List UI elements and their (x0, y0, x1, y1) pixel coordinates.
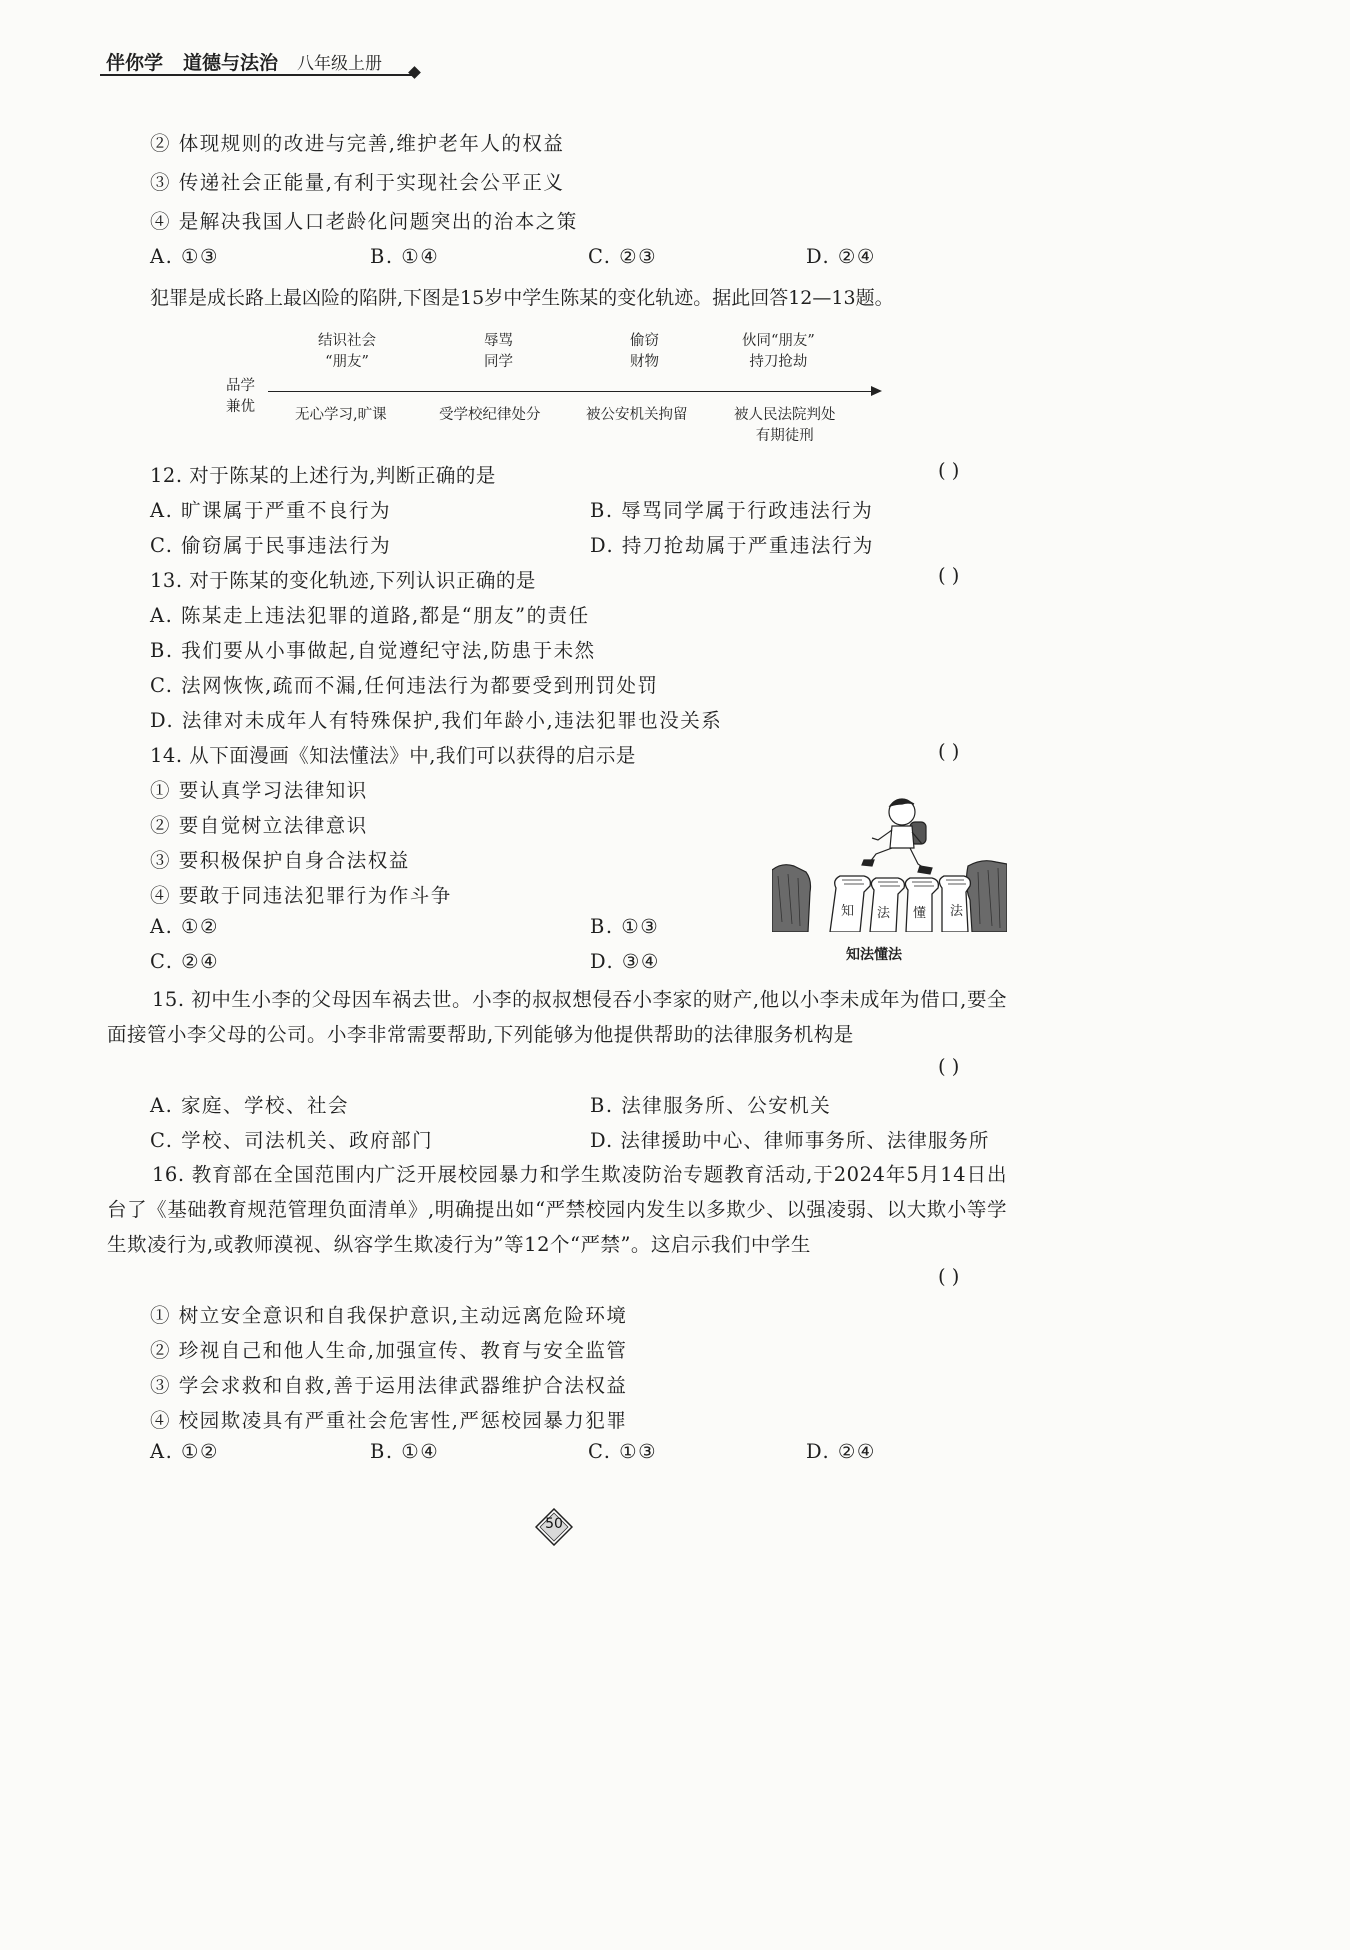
q13-option-b: B. 我们要从小事做起,自觉遵纪守法,防患于未然 (150, 639, 596, 662)
header-rule (100, 74, 412, 76)
q14-item-1: ① 要认真学习法律知识 (150, 779, 368, 802)
cartoon-hand-label-4: 法 (950, 904, 964, 919)
timeline-axis (268, 391, 874, 392)
q13-answer-bracket: ( ) (938, 564, 960, 587)
timeline-event-3: 偷窃 财物 (630, 333, 659, 370)
q12-stem: 12. 对于陈某的上述行为,判断正确的是 (150, 464, 496, 487)
q15-stem: 15. 初中生小李的父母因车祸去世。小李的叔叔想侵吞小李家的财产,他以小李未成年为借口,要全面接管小李父母的公司。小李非常需要帮助,下列能够为他提供帮助的法律服务机构是 (107, 988, 1007, 1046)
prev-option-b: B. ①④ (370, 245, 440, 268)
timeline-consequence-3: 被公安机关拘留 (586, 407, 688, 423)
q13-option-a: A. 陈某走上违法犯罪的道路,都是“朋友”的责任 (150, 604, 590, 627)
diamond-icon (408, 66, 421, 79)
q16-item-2: ② 珍视自己和他人生命,加强宣传、教育与安全监管 (150, 1339, 628, 1362)
prev-option-a: A. ①③ (150, 245, 219, 268)
q15-option-c: C. 学校、司法机关、政府部门 (150, 1129, 434, 1152)
q12-option-b: B. 辱骂同学属于行政违法行为 (590, 499, 874, 522)
q14-option-d: D. ③④ (590, 950, 660, 973)
q14-answer-bracket: ( ) (938, 740, 960, 763)
q13-option-d: D. 法律对未成年人有特殊保护,我们年龄小,违法犯罪也没关系 (150, 709, 723, 732)
q12-option-d: D. 持刀抢劫属于严重违法行为 (590, 534, 874, 557)
timeline-consequence-1: 无心学习,旷课 (295, 407, 387, 423)
q16-item-3: ③ 学会求救和自救,善于运用法律武器维护合法权益 (150, 1374, 628, 1397)
prev-item-2: ② 体现规则的改进与完善,维护老年人的权益 (150, 132, 565, 155)
prev-option-d: D. ②④ (806, 245, 876, 268)
book-title: 伴你学 (106, 52, 164, 74)
grade-label: 八年级上册 (297, 54, 382, 74)
q16-option-b: B. ①④ (370, 1440, 440, 1463)
cartoon-caption: 知法懂法 (846, 947, 902, 963)
q13-stem: 13. 对于陈某的变化轨迹,下列认识正确的是 (150, 569, 536, 592)
q14-item-4: ④ 要敢于同违法犯罪行为作斗争 (150, 884, 452, 907)
prev-option-c: C. ②③ (588, 245, 658, 268)
timeline-consequence-4: 被人民法院判处 有期徒刑 (734, 407, 836, 444)
q15-option-a: A. 家庭、学校、社会 (150, 1094, 349, 1117)
timeline-event-2: 辱骂 同学 (484, 333, 513, 370)
timeline-consequence-2: 受学校纪律处分 (439, 407, 541, 423)
q16-item-4: ④ 校园欺凌具有严重社会危害性,严惩校园暴力犯罪 (150, 1409, 628, 1432)
q16-stem: 16. 教育部在全国范围内广泛开展校园暴力和学生欺凌防治专题教育活动,于2024年5月14日出台了《基础教育规范管理负面清单》,明确提出如“严禁校园内发生以多欺少、以强凌弱、以大欺小等学生欺凌行为,或教师漠视、纵容学生欺凌行为”等12个“严禁”。这启示我们中学生 (107, 1163, 1007, 1256)
page-number: 50 (545, 1516, 563, 1532)
q15-answer-bracket: ( ) (938, 1055, 960, 1078)
q15-option-d: D. 法律援助中心、律师事务所、法律服务所 (590, 1129, 990, 1152)
q12-option-c: C. 偷窃属于民事违法行为 (150, 534, 392, 557)
q16-option-d: D. ②④ (806, 1440, 876, 1463)
prev-item-4: ④ 是解决我国人口老龄化问题突出的治本之策 (150, 210, 578, 233)
q14-item-3: ③ 要积极保护自身合法权益 (150, 849, 410, 872)
q14-stem: 14. 从下面漫画《知法懂法》中,我们可以获得的启示是 (150, 744, 636, 767)
q14-option-b: B. ①③ (590, 915, 660, 938)
q14-option-a: A. ①② (150, 915, 219, 938)
cartoon-hand-label-2: 法 (877, 906, 891, 921)
q13-option-c: C. 法网恢恢,疏而不漏,任何违法行为都要受到刑罚处罚 (150, 674, 659, 697)
q14-option-c: C. ②④ (150, 950, 220, 973)
timeline-event-4: 伙同“朋友” 持刀抢劫 (742, 333, 815, 370)
timeline-start: 品学 兼优 (226, 378, 255, 415)
q16-option-c: C. ①③ (588, 1440, 658, 1463)
q12-answer-bracket: ( ) (938, 459, 960, 482)
q15-option-b: B. 法律服务所、公安机关 (590, 1094, 832, 1117)
cartoon-hand-label-3: 懂 (913, 906, 927, 921)
timeline-event-1: 结识社会 “朋友” (318, 333, 376, 370)
intro-text: 犯罪是成长路上最凶险的陷阱,下图是15岁中学生陈某的变化轨迹。据此回答12—13题。 (150, 287, 894, 309)
q16-option-a: A. ①② (150, 1440, 219, 1463)
q14-item-2: ② 要自觉树立法律意识 (150, 814, 368, 837)
subject-title: 道德与法治 (183, 52, 279, 74)
prev-item-3: ③ 传递社会正能量,有利于实现社会公平正义 (150, 171, 565, 194)
q16-item-1: ① 树立安全意识和自我保护意识,主动远离危险环境 (150, 1304, 628, 1327)
q12-option-a: A. 旷课属于严重不良行为 (150, 499, 391, 522)
cartoon-hand-label-1: 知 (841, 904, 855, 919)
q16-answer-bracket: ( ) (938, 1265, 960, 1288)
arrow-right-icon (871, 386, 882, 396)
